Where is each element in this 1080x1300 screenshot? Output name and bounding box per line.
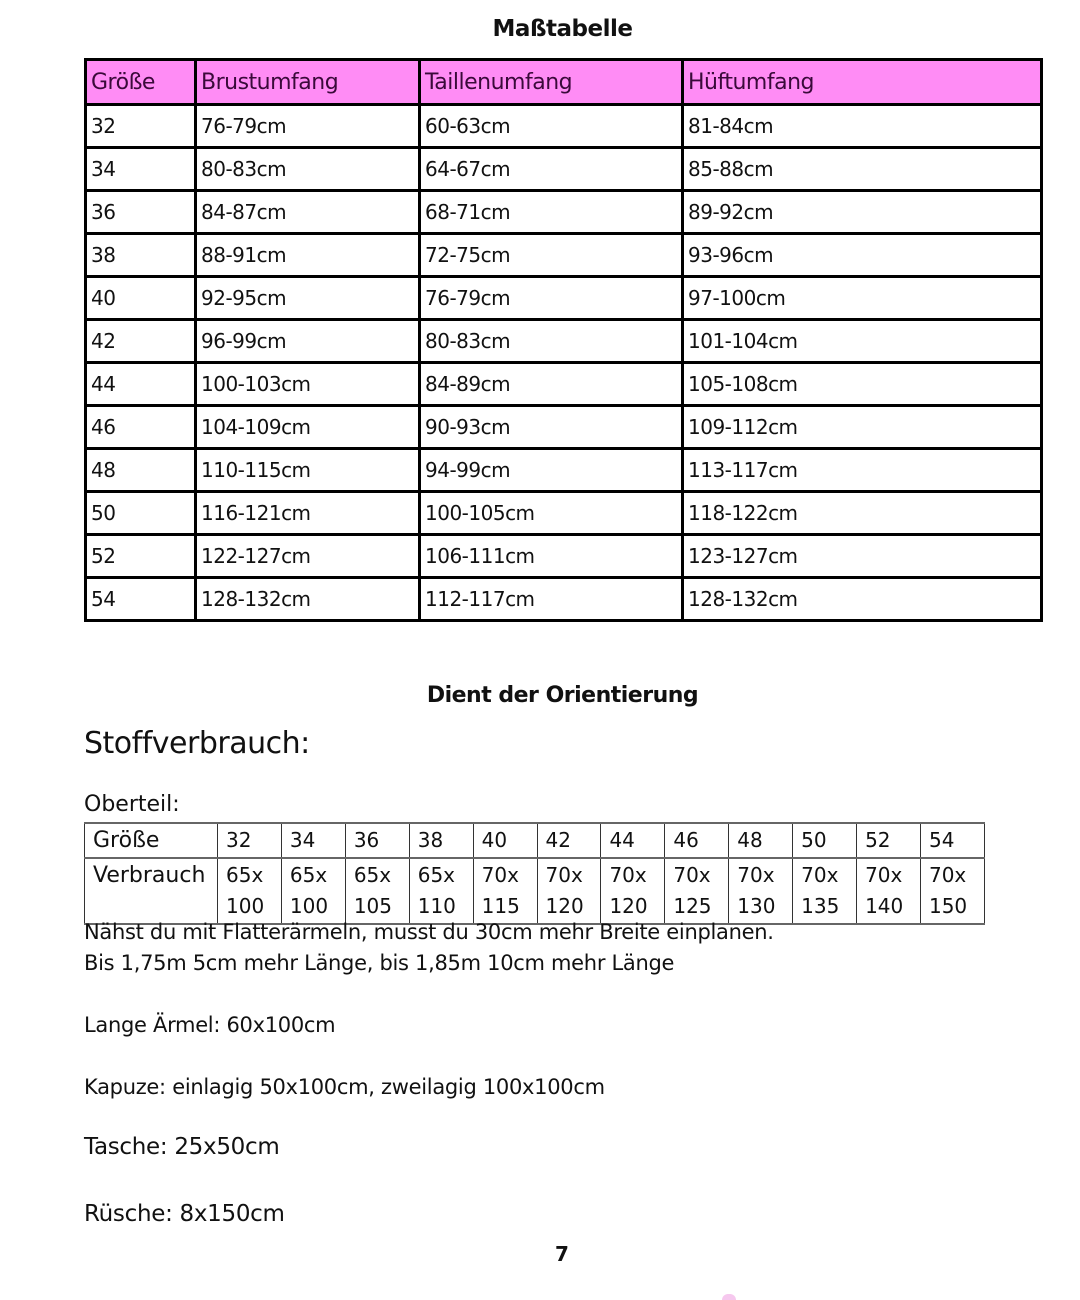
cell-size: 52 (86, 535, 196, 578)
table-row (86, 234, 1042, 277)
cell-hip: 101-104cm (683, 320, 1042, 363)
hood-usage: Kapuze: einlagig 50x100cm, zweilagig 100x100cm (84, 1075, 605, 1099)
cell-size: 54 (86, 578, 196, 621)
fabric-size-cell: 42 (537, 823, 601, 858)
fabric-size-cell: 46 (665, 823, 729, 858)
size-table (84, 58, 1043, 622)
fabric-usage-cell (729, 858, 793, 924)
table-row (86, 363, 1042, 406)
table-row (86, 406, 1042, 449)
fabric-size-cell: 52 (857, 823, 921, 858)
cell-size: 36 (86, 191, 196, 234)
long-sleeves-usage: Lange Ärmel: 60x100cm (84, 1013, 336, 1037)
table-row (86, 535, 1042, 578)
fabric-size-cell: 34 (281, 823, 345, 858)
fabric-length: 110 (417, 894, 456, 918)
fabric-length: 140 (865, 894, 904, 918)
fabric-length: 120 (609, 894, 648, 918)
decorative-mark (722, 1294, 736, 1300)
size-table-header-row (86, 60, 1042, 105)
cell-waist: 68-71cm (420, 191, 683, 234)
table-row (86, 449, 1042, 492)
cell-hip: 123-127cm (683, 535, 1042, 578)
cell-waist: 84-89cm (420, 363, 683, 406)
fabric-usage-cell (345, 858, 409, 924)
cell-size: 50 (86, 492, 196, 535)
fabric-usage-cell (537, 858, 601, 924)
fabric-width: 70x (737, 863, 775, 887)
cell-waist: 76-79cm (420, 277, 683, 320)
fabric-width: 70x (545, 863, 583, 887)
fabric-usage-cell (665, 858, 729, 924)
fabric-heading: Stoffverbrauch: (84, 726, 310, 761)
cell-waist: 64-67cm (420, 148, 683, 191)
fabric-usage-cell (920, 858, 984, 924)
cell-bust: 76-79cm (196, 105, 420, 148)
fabric-length: 135 (801, 894, 840, 918)
cell-waist: 80-83cm (420, 320, 683, 363)
fabric-size-row (85, 823, 985, 858)
table-row (86, 492, 1042, 535)
fabric-size-cell: 48 (729, 823, 793, 858)
fabric-width: 65x (417, 863, 456, 887)
cell-hip: 93-96cm (683, 234, 1042, 277)
cell-waist: 106-111cm (420, 535, 683, 578)
pocket-usage: Tasche: 25x50cm (84, 1134, 280, 1160)
fabric-length: 105 (353, 894, 392, 918)
fabric-length: 130 (737, 894, 776, 918)
fabric-size-cell: 54 (920, 823, 984, 858)
fabric-width: 70x (865, 863, 903, 887)
fabric-usage-label: Verbrauch (85, 858, 218, 924)
flutter-sleeve-note: Nähst du mit Flatterärmeln, musst du 30cm mehr Breite einplanen. (84, 920, 774, 944)
cell-hip: 128-132cm (683, 578, 1042, 621)
cell-size: 38 (86, 234, 196, 277)
cell-waist: 100-105cm (420, 492, 683, 535)
fabric-width: 70x (801, 863, 839, 887)
fabric-width: 65x (226, 863, 264, 887)
table-row (86, 105, 1042, 148)
cell-bust: 80-83cm (196, 148, 420, 191)
fabric-usage-cell (601, 858, 665, 924)
fabric-width: 70x (481, 863, 519, 887)
length-note: Bis 1,75m 5cm mehr Länge, bis 1,85m 10cm mehr Länge (84, 951, 675, 975)
section-label-top: Oberteil: (84, 792, 180, 817)
table-row (86, 277, 1042, 320)
cell-waist: 90-93cm (420, 406, 683, 449)
cell-bust: 104-109cm (196, 406, 420, 449)
fabric-size-cell: 50 (793, 823, 857, 858)
fabric-length: 100 (226, 894, 265, 918)
fabric-usage-cell (473, 858, 537, 924)
cell-hip: 105-108cm (683, 363, 1042, 406)
cell-hip: 97-100cm (683, 277, 1042, 320)
fabric-length: 125 (673, 894, 712, 918)
header-waist: Taillenumfang (420, 60, 683, 105)
fabric-width: 65x (353, 863, 392, 887)
fabric-usage-cell (793, 858, 857, 924)
cell-bust: 122-127cm (196, 535, 420, 578)
cell-waist: 60-63cm (420, 105, 683, 148)
fabric-width: 70x (928, 863, 967, 887)
fabric-size-cell: 38 (409, 823, 473, 858)
cell-bust: 84-87cm (196, 191, 420, 234)
fabric-usage-cell (281, 858, 345, 924)
cell-bust: 92-95cm (196, 277, 420, 320)
header-hip: Hüftumfang (683, 60, 1042, 105)
fabric-size-cell: 40 (473, 823, 537, 858)
fabric-width: 70x (673, 863, 711, 887)
cell-size: 32 (86, 105, 196, 148)
cell-size: 44 (86, 363, 196, 406)
cell-hip: 109-112cm (683, 406, 1042, 449)
cell-hip: 85-88cm (683, 148, 1042, 191)
page-title: Maßtabelle (492, 16, 633, 42)
fabric-size-label: Größe (85, 823, 218, 858)
cell-bust: 110-115cm (196, 449, 420, 492)
cell-hip: 81-84cm (683, 105, 1042, 148)
cell-size: 48 (86, 449, 196, 492)
table-row (86, 191, 1042, 234)
fabric-size-cell: 44 (601, 823, 665, 858)
table-row (86, 320, 1042, 363)
fabric-length: 120 (545, 894, 584, 918)
header-size: Größe (86, 60, 196, 105)
fabric-usage-cell (218, 858, 282, 924)
orientation-note: Dient der Orientierung (426, 683, 699, 708)
table-row (86, 148, 1042, 191)
fabric-usage-cell (857, 858, 921, 924)
fabric-length: 115 (481, 894, 520, 918)
fabric-length: 150 (928, 894, 968, 918)
fabric-usage-row (85, 858, 985, 924)
cell-bust: 116-121cm (196, 492, 420, 535)
fabric-size-cell: 36 (345, 823, 409, 858)
fabric-width: 70x (609, 863, 647, 887)
ruffle-usage: Rüsche: 8x150cm (84, 1201, 285, 1227)
page-number: 7 (555, 1242, 569, 1266)
cell-hip: 118-122cm (683, 492, 1042, 535)
cell-hip: 113-117cm (683, 449, 1042, 492)
cell-bust: 88-91cm (196, 234, 420, 277)
cell-bust: 96-99cm (196, 320, 420, 363)
fabric-table (84, 822, 985, 925)
cell-size: 46 (86, 406, 196, 449)
cell-size: 42 (86, 320, 196, 363)
cell-size: 34 (86, 148, 196, 191)
header-bust: Brustumfang (196, 60, 420, 105)
fabric-width: 65x (289, 863, 328, 887)
fabric-length: 100 (289, 894, 329, 918)
cell-waist: 94-99cm (420, 449, 683, 492)
table-row (86, 578, 1042, 621)
cell-hip: 89-92cm (683, 191, 1042, 234)
cell-bust: 100-103cm (196, 363, 420, 406)
cell-waist: 72-75cm (420, 234, 683, 277)
cell-size: 40 (86, 277, 196, 320)
fabric-usage-cell (409, 858, 473, 924)
size-table-body (86, 105, 1042, 621)
cell-bust: 128-132cm (196, 578, 420, 621)
fabric-size-cell: 32 (218, 823, 282, 858)
cell-waist: 112-117cm (420, 578, 683, 621)
